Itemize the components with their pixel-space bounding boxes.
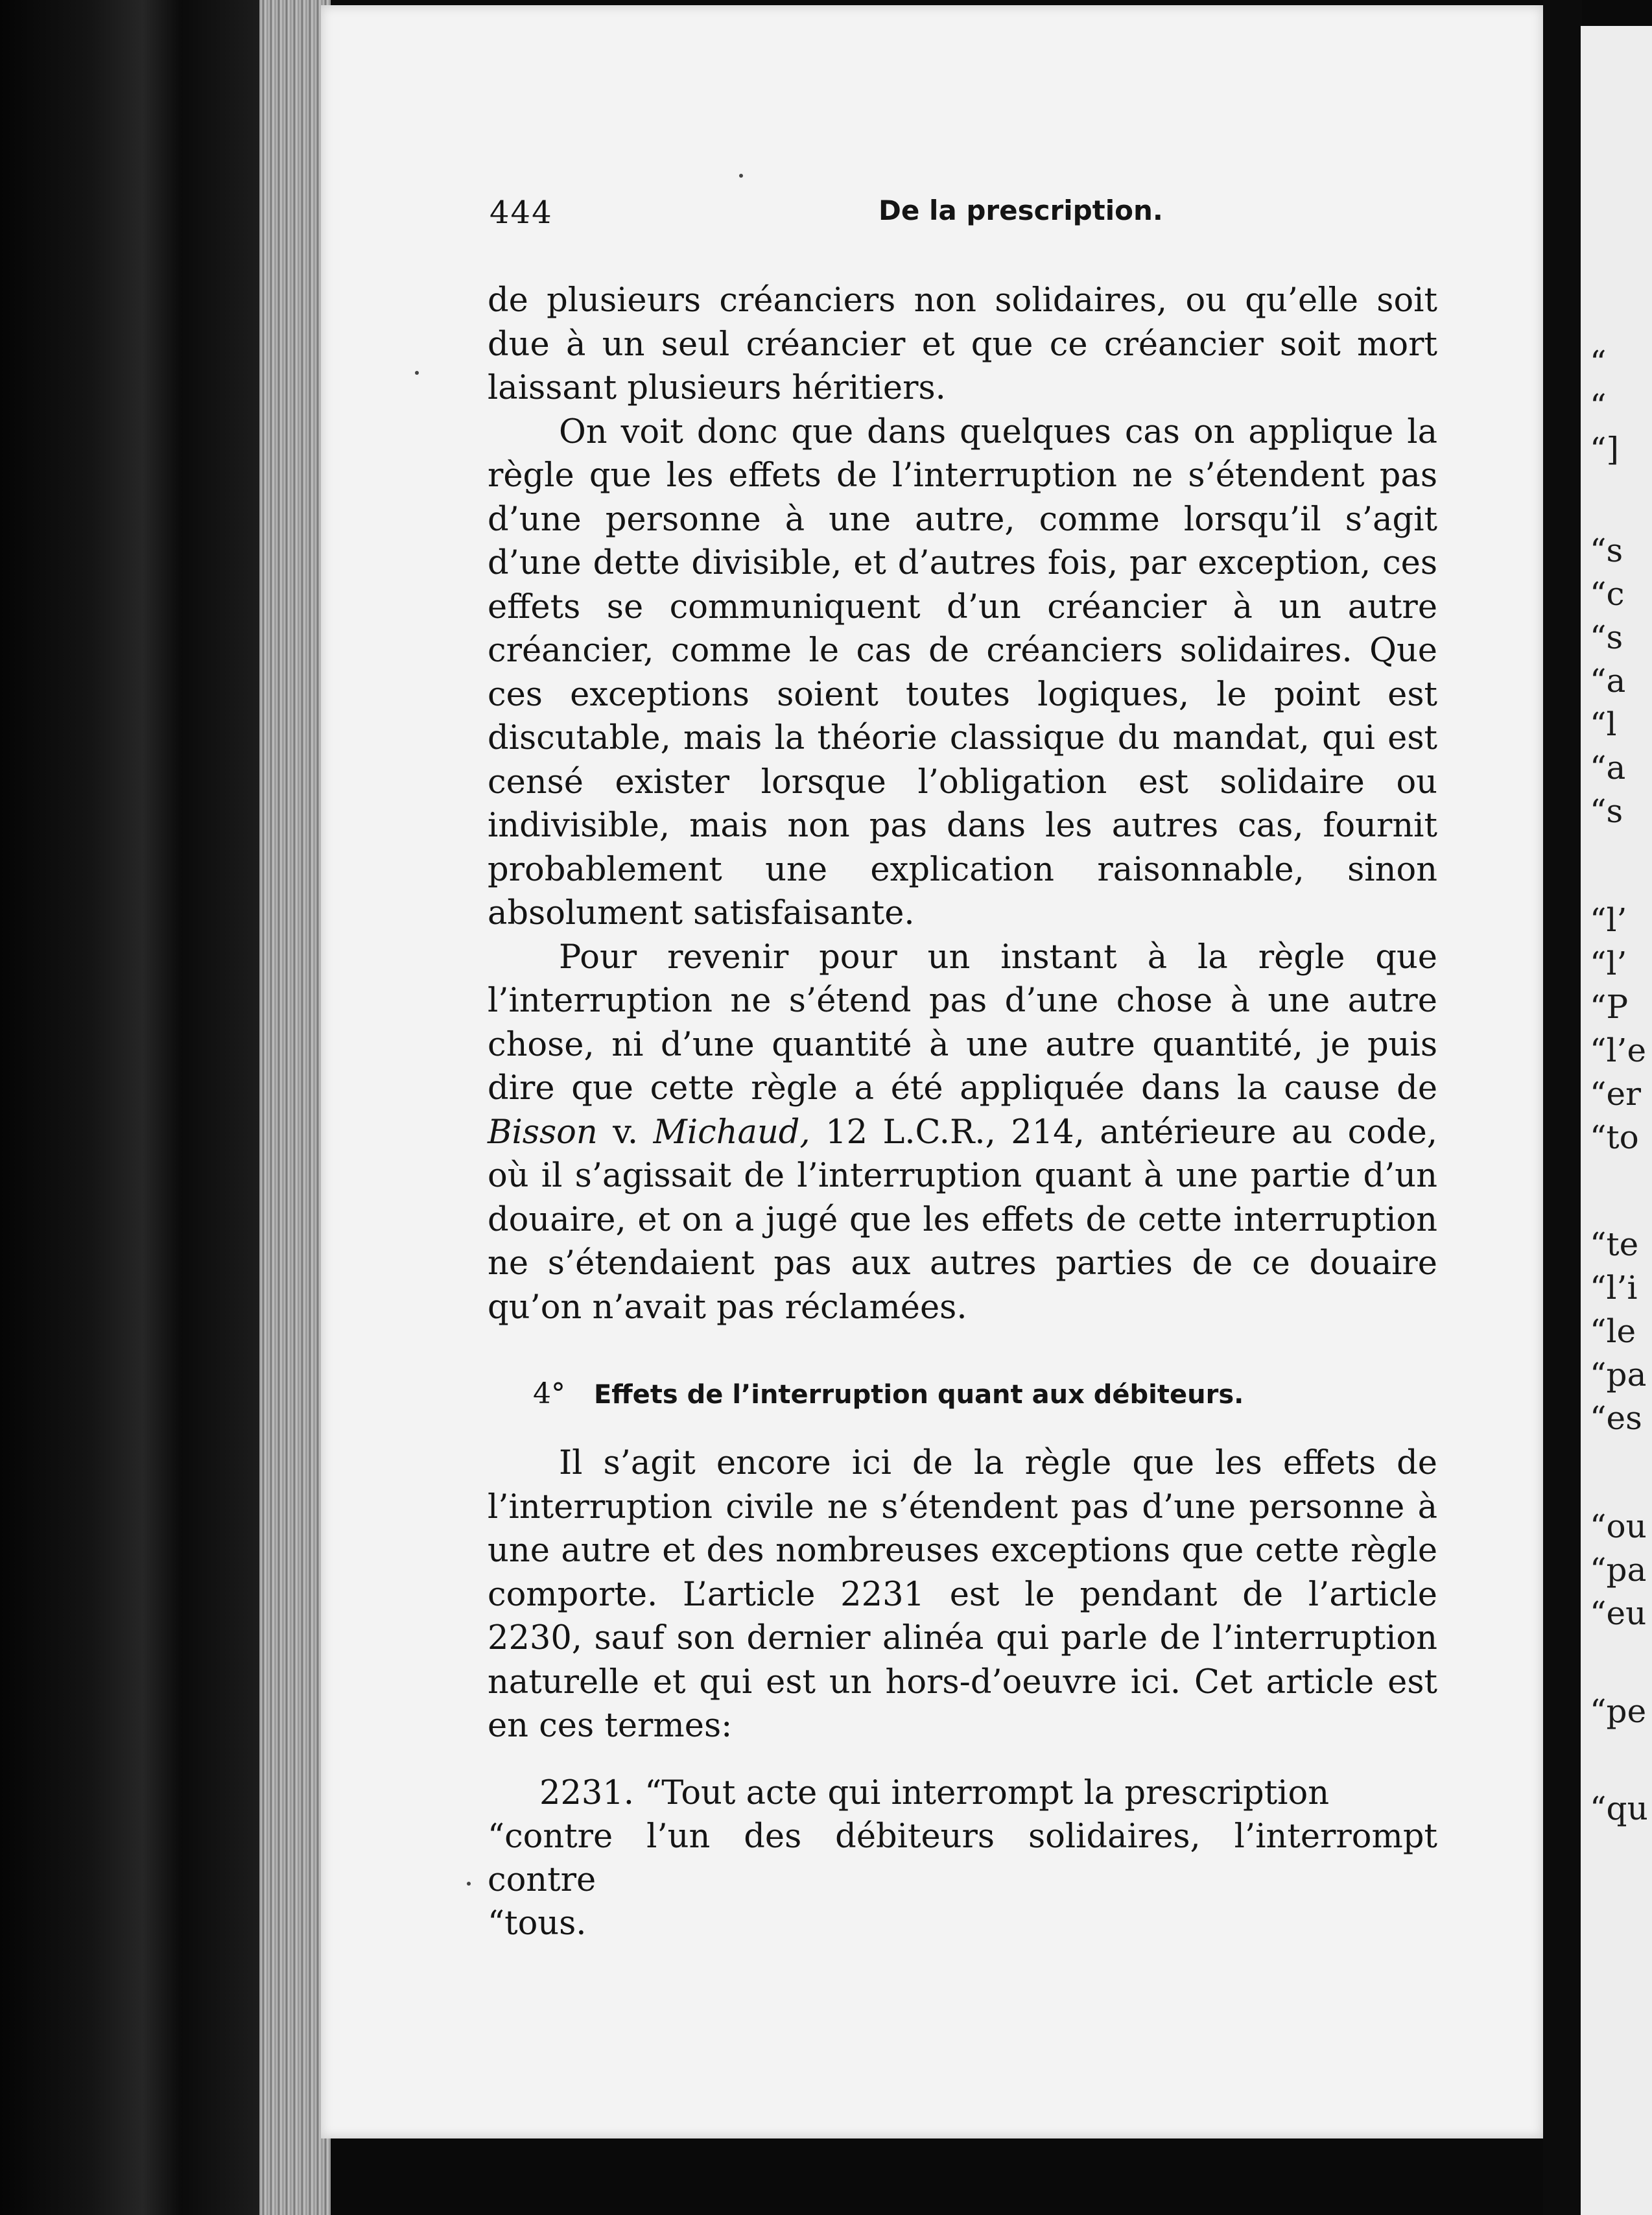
paragraph-3-text-b: 12 L.C.R., 214, antérieure au code, où il s’agissait de l’interruption quant à une partie d’un douaire, et on a jugé que les effets de cette interruption ne s’étendaient pas aux autres parties de ce douaire qu’on n’avait pas réclamées.	[488, 1113, 1437, 1327]
fragment: “a	[1590, 662, 1626, 700]
page-header	[490, 195, 1436, 246]
quote-line-2: “contre l’un des débiteurs solidaires, l’interrompt contre	[488, 1817, 1437, 1899]
running-title: De la prescription.	[879, 195, 1163, 226]
fragment: “qu	[1590, 1790, 1648, 1827]
right-gutter	[1543, 0, 1582, 2215]
page-body	[488, 279, 1437, 1945]
paragraph-continued: de plusieurs créanciers non solidaires, ou qu’elle soit due à un seul créancier et que ce créancier soit mort laissant plusieurs héritiers.	[488, 281, 1437, 407]
fragment: “l’	[1590, 901, 1627, 939]
dust-speck	[467, 1882, 471, 1886]
fragment: “pe	[1590, 1692, 1647, 1730]
page-edges	[259, 0, 331, 2215]
article-quote	[488, 1771, 1437, 1945]
paragraph-3	[488, 936, 1437, 1330]
quote-line-1: 2231. “Tout acte qui interrompt la prescription	[539, 1773, 1330, 1812]
case-party-1: Bisson	[488, 1113, 598, 1152]
book-binding	[0, 0, 259, 2215]
fragment: “a	[1590, 749, 1626, 787]
paragraph-2: On voit donc que dans quelques cas on applique la règle que les effets de l’interruption ne s’étendent pas d’une personne à une autre, comme lorsqu’il s’agit d’une dette divisible, et d’autres fois, par exception, ces effets se communiquent d’un créancier à un autre créancier, comme le cas de créanciers solidaires. Que ces exceptions soient toutes logiques, le point est discutable, mais la théorie classique du mandat, qui est censé exister lorsque l’obligation est solidaire ou indivisible, mais non pas dans les autres cas, fournit probablement une explication raisonnable, sinon absolument satisfaisante.	[488, 412, 1437, 932]
fragment: “s	[1590, 619, 1623, 656]
case-party-2: Michaud,	[653, 1113, 810, 1152]
fragment: “ou	[1590, 1508, 1647, 1545]
fragment: “es	[1590, 1399, 1642, 1437]
section-title: Effets de l’interruption quant aux débiteurs.	[593, 1380, 1244, 1410]
fragment: “to	[1590, 1119, 1639, 1156]
adjacent-page	[1581, 26, 1652, 2215]
fragment: “l’e	[1590, 1032, 1647, 1069]
fragment: “c	[1590, 575, 1625, 613]
fragment: “l	[1590, 705, 1617, 743]
fragment: “l’	[1590, 945, 1627, 982]
fragment: “pa	[1590, 1551, 1647, 1589]
page-number: 444	[490, 195, 553, 231]
fragment: “	[1590, 387, 1607, 425]
case-versus: v.	[597, 1113, 654, 1152]
quote-line-3: “tous.	[488, 1904, 587, 1943]
section-heading	[488, 1373, 1437, 1415]
dust-speck	[415, 371, 419, 375]
fragment: “]	[1590, 431, 1620, 468]
fragment: “te	[1590, 1226, 1639, 1263]
fragment: “s	[1590, 532, 1623, 569]
paragraph-4: Il s’agit encore ici de la règle que les effets de l’interruption civile ne s’étendent pas d’une personne à une autre et des nombreuses exceptions que cette règle comporte. L’article 2231 est le pendant de l’article 2230, sauf son dernier alinéa qui parle de l’interruption naturelle et qui est un hors-d’oeuvre ici. Cet article est en ces termes:	[488, 1444, 1437, 1745]
fragment: “s	[1590, 792, 1623, 830]
dust-speck	[739, 174, 743, 178]
paragraph-3-text-a: Pour revenir pour un instant à la règle que l’interruption ne s’étend pas d’une chose à une autre chose, ni d’une quantité à une autre quantité, je puis dire que cette règle a été appliquée dans la cause de	[488, 938, 1437, 1108]
fragment: “pa	[1590, 1356, 1647, 1393]
fragment: “eu	[1590, 1594, 1647, 1632]
section-number: 4°	[533, 1377, 565, 1410]
fragment: “l’i	[1590, 1269, 1638, 1307]
fragment: “P	[1590, 988, 1629, 1026]
fragment: “er	[1590, 1075, 1642, 1113]
fragment: “le	[1590, 1312, 1636, 1350]
fragment: “	[1590, 344, 1607, 381]
